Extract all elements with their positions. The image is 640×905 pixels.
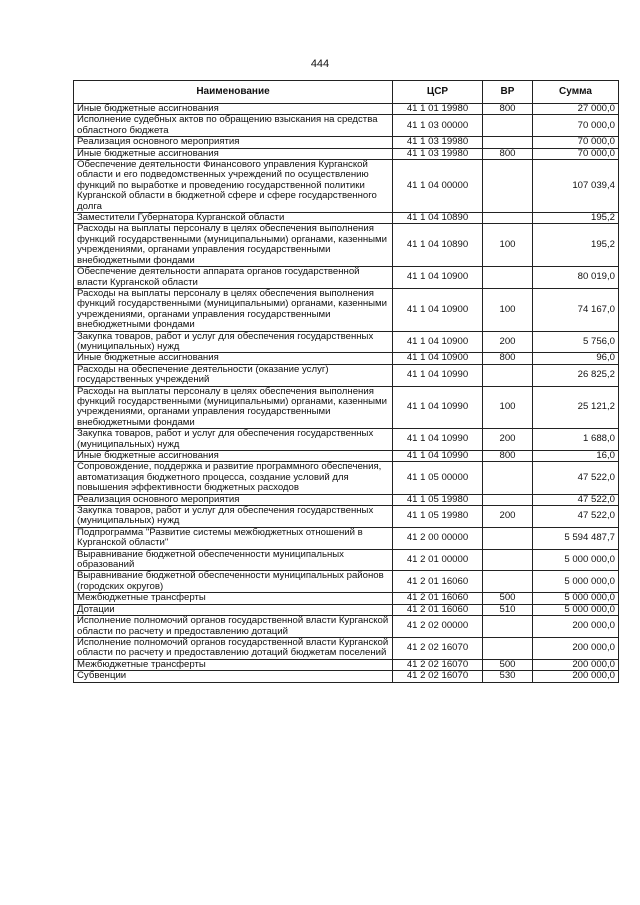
- row-csr: 41 1 04 10990: [393, 386, 483, 429]
- table-row: [74, 160, 619, 213]
- table-row: [74, 527, 619, 549]
- row-csr: 41 1 03 19980: [393, 137, 483, 148]
- row-sum: 107 039,4: [533, 160, 619, 213]
- row-csr: 41 1 04 10890: [393, 224, 483, 267]
- row-csr: 41 1 03 00000: [393, 115, 483, 137]
- table-header-row: [74, 81, 619, 104]
- row-name: Реализация основного мероприятия: [74, 137, 393, 148]
- row-csr: 41 1 04 10990: [393, 429, 483, 451]
- row-vr: [483, 462, 533, 494]
- row-name: Иные бюджетные ассигнования: [74, 451, 393, 462]
- row-vr: [483, 364, 533, 386]
- table-row: [74, 571, 619, 593]
- row-csr: 41 2 01 16060: [393, 593, 483, 604]
- row-name: Иные бюджетные ассигнования: [74, 353, 393, 364]
- row-csr: 41 1 04 10990: [393, 451, 483, 462]
- table-row: [74, 224, 619, 267]
- row-csr: 41 1 04 10900: [393, 267, 483, 289]
- row-name: Выравнивание бюджетной обеспеченности муниципальных образований: [74, 549, 393, 571]
- row-vr: 500: [483, 593, 533, 604]
- row-sum: 80 019,0: [533, 267, 619, 289]
- row-name: Выравнивание бюджетной обеспеченности муниципальных районов (городских округов): [74, 571, 393, 593]
- row-csr: 41 2 01 16060: [393, 604, 483, 615]
- row-vr: 100: [483, 288, 533, 331]
- table-row: [74, 462, 619, 494]
- row-csr: 41 2 01 00000: [393, 549, 483, 571]
- row-sum: 70 000,0: [533, 148, 619, 159]
- row-csr: 41 2 02 16070: [393, 671, 483, 682]
- row-name: Исполнение судебных актов по обращению взыскания на средства областного бюджета: [74, 115, 393, 137]
- row-name: Межбюджетные трансферты: [74, 593, 393, 604]
- row-csr: 41 1 04 10900: [393, 353, 483, 364]
- table-row: [74, 213, 619, 224]
- table-body: [74, 104, 619, 683]
- row-name: Расходы на обеспечение деятельности (оказание услуг) государственных учреждений: [74, 364, 393, 386]
- row-sum: 25 121,2: [533, 386, 619, 429]
- header-vr: ВР: [483, 81, 533, 104]
- table-row: [74, 104, 619, 115]
- row-name: Обеспечение деятельности Финансового управления Курганской области и его подведомственных учреждений по осуществлению функций по выработке и проведению государственной политики Курганской области в бюджетной сфере и сфере государственного долга: [74, 160, 393, 213]
- row-sum: 47 522,0: [533, 506, 619, 528]
- row-vr: [483, 637, 533, 659]
- row-sum: 16,0: [533, 451, 619, 462]
- header-csr: ЦСР: [393, 81, 483, 104]
- row-csr: 41 1 04 10900: [393, 331, 483, 353]
- table-row: [74, 267, 619, 289]
- row-sum: 195,2: [533, 224, 619, 267]
- table-row: [74, 659, 619, 670]
- row-csr: 41 2 02 00000: [393, 616, 483, 638]
- row-name: Иные бюджетные ассигнования: [74, 148, 393, 159]
- table-row: [74, 593, 619, 604]
- row-sum: 200 000,0: [533, 616, 619, 638]
- table-row: [74, 364, 619, 386]
- row-vr: [483, 160, 533, 213]
- row-vr: 800: [483, 148, 533, 159]
- row-csr: 41 1 04 00000: [393, 160, 483, 213]
- row-vr: 200: [483, 506, 533, 528]
- table-row: [74, 637, 619, 659]
- table-row: [74, 288, 619, 331]
- row-vr: 500: [483, 659, 533, 670]
- header-name: Наименование: [74, 81, 393, 104]
- row-name: Реализация основного мероприятия: [74, 494, 393, 505]
- row-name: Сопровождение, поддержка и развитие программного обеспечения, автоматизация бюджетного процесса, создание условий для повышения эффективности бюджетных расходов: [74, 462, 393, 494]
- row-vr: [483, 549, 533, 571]
- row-sum: 47 522,0: [533, 494, 619, 505]
- row-sum: 96,0: [533, 353, 619, 364]
- row-sum: 27 000,0: [533, 104, 619, 115]
- row-csr: 41 1 01 19980: [393, 104, 483, 115]
- row-name: Межбюджетные трансферты: [74, 659, 393, 670]
- row-sum: 5 756,0: [533, 331, 619, 353]
- row-name: Иные бюджетные ассигнования: [74, 104, 393, 115]
- row-csr: 41 1 04 10890: [393, 213, 483, 224]
- row-name: Расходы на выплаты персоналу в целях обеспечения выполнения функций государственными (муниципальными) органами, казенными учреждениями, органами управления государственными внебюджетными фондами: [74, 224, 393, 267]
- row-vr: [483, 267, 533, 289]
- table-row: [74, 671, 619, 682]
- table-row: [74, 353, 619, 364]
- row-name: Субвенции: [74, 671, 393, 682]
- table-row: [74, 429, 619, 451]
- row-vr: 100: [483, 224, 533, 267]
- table-row: [74, 115, 619, 137]
- table-row: [74, 331, 619, 353]
- row-vr: 200: [483, 331, 533, 353]
- row-name: Закупка товаров, работ и услуг для обеспечения государственных (муниципальных) нужд: [74, 429, 393, 451]
- table-row: [74, 604, 619, 615]
- row-sum: 195,2: [533, 213, 619, 224]
- row-name: Закупка товаров, работ и услуг для обеспечения государственных (муниципальных) нужд: [74, 331, 393, 353]
- row-vr: 200: [483, 429, 533, 451]
- row-name: Исполнение полномочий органов государственной власти Курганской области по расчету и предоставлению дотаций бюджетам поселений: [74, 637, 393, 659]
- table-row: [74, 137, 619, 148]
- row-sum: 74 167,0: [533, 288, 619, 331]
- row-vr: [483, 115, 533, 137]
- row-csr: 41 1 04 10900: [393, 288, 483, 331]
- row-vr: [483, 571, 533, 593]
- row-name: Дотации: [74, 604, 393, 615]
- budget-table: [73, 80, 619, 683]
- row-name: Расходы на выплаты персоналу в целях обеспечения выполнения функций государственными (муниципальными) органами, казенными учреждениями, органами управления государственными внебюджетными фондами: [74, 386, 393, 429]
- row-sum: 1 688,0: [533, 429, 619, 451]
- row-csr: 41 2 02 16070: [393, 637, 483, 659]
- row-sum: 5 000 000,0: [533, 604, 619, 615]
- row-csr: 41 2 02 16070: [393, 659, 483, 670]
- table-row: [74, 549, 619, 571]
- row-name: Подпрограмма "Развитие системы межбюджетных отношений в Курганской области": [74, 527, 393, 549]
- row-vr: [483, 213, 533, 224]
- row-sum: 47 522,0: [533, 462, 619, 494]
- row-csr: 41 1 05 19980: [393, 506, 483, 528]
- row-csr: 41 2 01 16060: [393, 571, 483, 593]
- row-vr: 800: [483, 353, 533, 364]
- table-row: [74, 506, 619, 528]
- row-sum: 200 000,0: [533, 671, 619, 682]
- row-vr: [483, 527, 533, 549]
- header-sum: Сумма: [533, 81, 619, 104]
- row-name: Обеспечение деятельности аппарата органов государственной власти Курганской области: [74, 267, 393, 289]
- row-sum: 26 825,2: [533, 364, 619, 386]
- table-row: [74, 494, 619, 505]
- row-name: Расходы на выплаты персоналу в целях обеспечения выполнения функций государственными (муниципальными) органами, казенными учреждениями, органами управления государственными внебюджетными фондами: [74, 288, 393, 331]
- row-csr: 41 2 00 00000: [393, 527, 483, 549]
- row-sum: 70 000,0: [533, 137, 619, 148]
- row-name: Закупка товаров, работ и услуг для обеспечения государственных (муниципальных) нужд: [74, 506, 393, 528]
- page-number: 444: [310, 58, 330, 70]
- row-vr: 800: [483, 104, 533, 115]
- row-vr: [483, 494, 533, 505]
- row-name: Исполнение полномочий органов государственной власти Курганской области по расчету и предоставлению дотаций: [74, 616, 393, 638]
- table-row: [74, 616, 619, 638]
- row-vr: 100: [483, 386, 533, 429]
- row-sum: 200 000,0: [533, 637, 619, 659]
- table-row: [74, 148, 619, 159]
- table-row: [74, 386, 619, 429]
- row-sum: 5 594 487,7: [533, 527, 619, 549]
- row-csr: 41 1 04 10990: [393, 364, 483, 386]
- row-vr: [483, 616, 533, 638]
- row-csr: 41 1 03 19980: [393, 148, 483, 159]
- row-csr: 41 1 05 19980: [393, 494, 483, 505]
- row-sum: 200 000,0: [533, 659, 619, 670]
- row-sum: 70 000,0: [533, 115, 619, 137]
- row-sum: 5 000 000,0: [533, 549, 619, 571]
- row-sum: 5 000 000,0: [533, 571, 619, 593]
- row-sum: 5 000 000,0: [533, 593, 619, 604]
- row-vr: [483, 137, 533, 148]
- row-vr: 800: [483, 451, 533, 462]
- row-csr: 41 1 05 00000: [393, 462, 483, 494]
- row-name: Заместители Губернатора Курганской области: [74, 213, 393, 224]
- row-vr: 510: [483, 604, 533, 615]
- table-row: [74, 451, 619, 462]
- row-vr: 530: [483, 671, 533, 682]
